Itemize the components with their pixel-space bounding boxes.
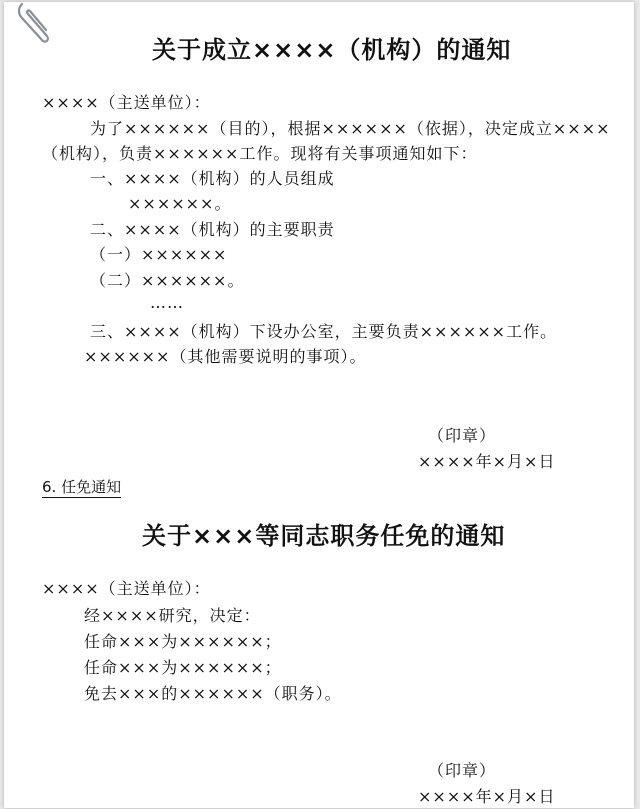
paperclip-icon (14, 0, 54, 48)
notice1-item1: 一、××××（机构）的人员组成 (90, 169, 335, 188)
notice1-paragraph-line1: 为了××××××（目的），根据××××××（依据），决定成立×××× (90, 119, 611, 138)
notice1-date: ××××年×月×日 (418, 452, 556, 471)
notice1-item2-sub1: （一）×××××× (90, 245, 228, 264)
notice2-seal: （印章） (428, 761, 497, 780)
document-page (4, 2, 634, 808)
notice1-seal: （印章） (428, 426, 497, 445)
notice2-line2: 任命×××为××××××； (84, 632, 282, 651)
notice1-item1-detail: ××××××。 (128, 194, 232, 213)
notice2-title: 关于×××等同志职务任免的通知 (142, 522, 506, 550)
notice1-item3: 三、××××（机构）下设办公室，主要负责××××××工作。 (90, 322, 558, 341)
notice2-line1: 经××××研究，决定： (84, 606, 261, 625)
notice1-title: 关于成立××××（机构）的通知 (152, 36, 512, 64)
notice1-recipient: ××××（主送单位）： (42, 93, 211, 112)
notice1-other-matters: ××××××（其他需要说明的事项）。 (84, 347, 367, 366)
notice2-line3: 任命×××为××××××； (84, 658, 282, 677)
notice2-line4: 免去×××的××××××（职务）。 (84, 684, 342, 703)
notice1-ellipsis: …… (150, 293, 184, 312)
notice1-item2-sub2: （二）××××××。 (90, 271, 245, 290)
notice1-item2: 二、××××（机构）的主要职责 (90, 220, 335, 239)
section-heading: 6. 任免通知 (42, 478, 122, 496)
notice2-recipient: ××××（主送单位）： (42, 579, 211, 598)
notice1-paragraph-line2: （机构），负责××××××工作。现将有关事项通知如下： (42, 144, 478, 163)
notice2-date: ××××年×月×日 (418, 787, 556, 806)
